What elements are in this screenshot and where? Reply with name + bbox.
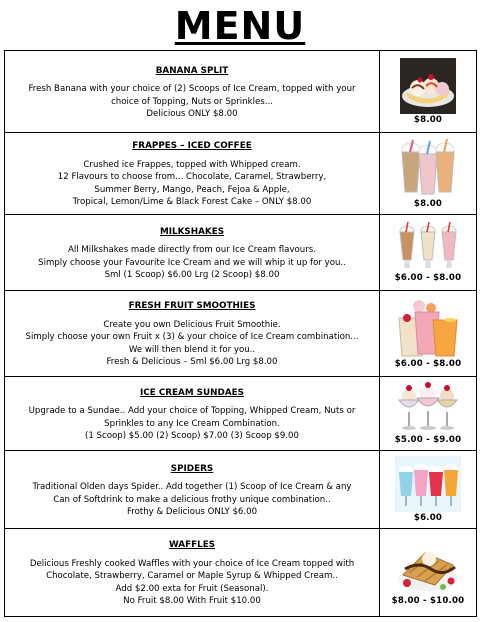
item-price: $6.00 [413, 513, 443, 523]
item-heading: FRAPPES – ICED COFFEE [132, 141, 252, 152]
item-line: (1 Scoop) $5.00 (2) Scoop) $7.00 (3) Scoop $9.00 [85, 431, 299, 441]
menu-title: MENU [174, 4, 306, 48]
milkshake-icon [395, 222, 461, 272]
item-line: No Fruit $8.00 With Fruit $10.00 [123, 596, 261, 607]
item-price: $8.00 [413, 115, 443, 125]
item-line: Chocolate, Strawberry, Caramel or Maple Syrup & Whipped Cream.. [46, 571, 338, 582]
item-heading: WAFFLES [168, 540, 216, 551]
item-line: Fresh Banana with your choice of (2) Scoops of Ice Cream, topped with your [28, 84, 356, 94]
item-line: Frothy & Delicious ONLY $6.00 [126, 507, 258, 517]
item-line: Summer Berry, Mango, Peach, Fejoa & Apple, [94, 184, 290, 195]
item-line: Add $2.00 exta for Fruit (Seasonal). [115, 583, 269, 594]
menu-row-smoothies [5, 291, 477, 377]
menu-title-wrap [0, 4, 480, 48]
item-line: Can of Softdrink to make a delicious frothy unique combination.. [53, 494, 331, 505]
item-line: Create you own Delicious Fruit Smoothie. [103, 319, 281, 330]
item-line: We will then blend it for you.. [128, 344, 256, 355]
item-price: $6.00 - $8.00 [394, 359, 462, 369]
item-heading: SPIDERS [170, 463, 214, 474]
item-line: Crushed ice Frappes, topped with Whipped cream. [83, 159, 301, 170]
menu-row-waffles [5, 529, 477, 617]
menu-table [4, 50, 477, 617]
menu-item-picture [380, 529, 477, 617]
item-heading: FRESH FRUIT SMOOTHIES [128, 301, 256, 312]
menu-row-sundaes [5, 377, 477, 451]
item-line: choice of Topping, Nuts or Sprinkles... [111, 96, 273, 107]
item-price: $8.00 - $10.00 [391, 596, 465, 606]
item-line: Upgrade to a Sundae.. Add your choice of Topping, Whipped Cream, Nuts or [28, 406, 356, 416]
spider-drink-icon [395, 456, 461, 512]
waffle-icon [395, 539, 461, 595]
menu-item-description [5, 377, 380, 451]
menu-row-frappes [5, 133, 477, 215]
menu-item-picture [380, 51, 477, 133]
menu-item-description [5, 451, 380, 529]
menu-item-description [5, 529, 380, 617]
item-line: Simply choose your Favourite Ice Cream and we will whip it up for you.. [38, 257, 346, 268]
smoothie-icon [395, 298, 461, 358]
menu-item-picture [380, 377, 477, 451]
item-line: All Milkshakes made directly from our Ice Cream flavours. [68, 245, 316, 255]
item-price: $6.00 - $8.00 [394, 273, 462, 283]
menu-item-description [5, 51, 380, 133]
item-heading: ICE CREAM SUNDAES [140, 387, 244, 398]
sundae-icon [395, 382, 461, 434]
item-price: $8.00 [413, 199, 443, 209]
item-line: Delicious ONLY $8.00 [146, 109, 238, 119]
banana-split-icon [400, 58, 456, 114]
item-line: Sml (1 Scoop) $6.00 Lrg (2 Scoop) $8.00 [104, 270, 280, 280]
item-line: Fresh & Delicious – Sml $6.00 Lrg $8.00 [106, 357, 278, 368]
item-line: 12 Flavours to choose from... Chocolate, Caramel, Strawberry, [57, 172, 327, 183]
frappe-icon [397, 138, 459, 198]
item-line: Delicious Freshly cooked Waffles with your choice of Ice Cream topped with [29, 558, 355, 569]
item-heading: BANANA SPLIT [155, 65, 229, 76]
item-line: Tropical, Lemon/Lime & Black Forest Cake – ONLY $8.00 [72, 197, 312, 208]
item-line: Traditional Olden days Spider.. Add together (1) Scoop of Ice Cream & any [32, 482, 352, 492]
menu-item-description [5, 291, 380, 377]
menu-item-picture [380, 133, 477, 215]
menu-item-picture [380, 215, 477, 291]
item-heading: MILKSHAKES [159, 226, 225, 237]
menu-row-milkshakes [5, 215, 477, 291]
item-line: Sprinkles to any Ice Cream Combination. [104, 418, 280, 429]
item-line: Simply choose your own Fruit x (3) & your choice of Ice Cream combination... [25, 332, 359, 343]
menu-item-picture [380, 291, 477, 377]
item-price: $5.00 - $9.00 [394, 435, 462, 445]
menu-row-spiders [5, 451, 477, 529]
menu-row-banana-split [5, 51, 477, 133]
menu-item-description [5, 215, 380, 291]
menu-item-picture [380, 451, 477, 529]
menu-item-description [5, 133, 380, 215]
